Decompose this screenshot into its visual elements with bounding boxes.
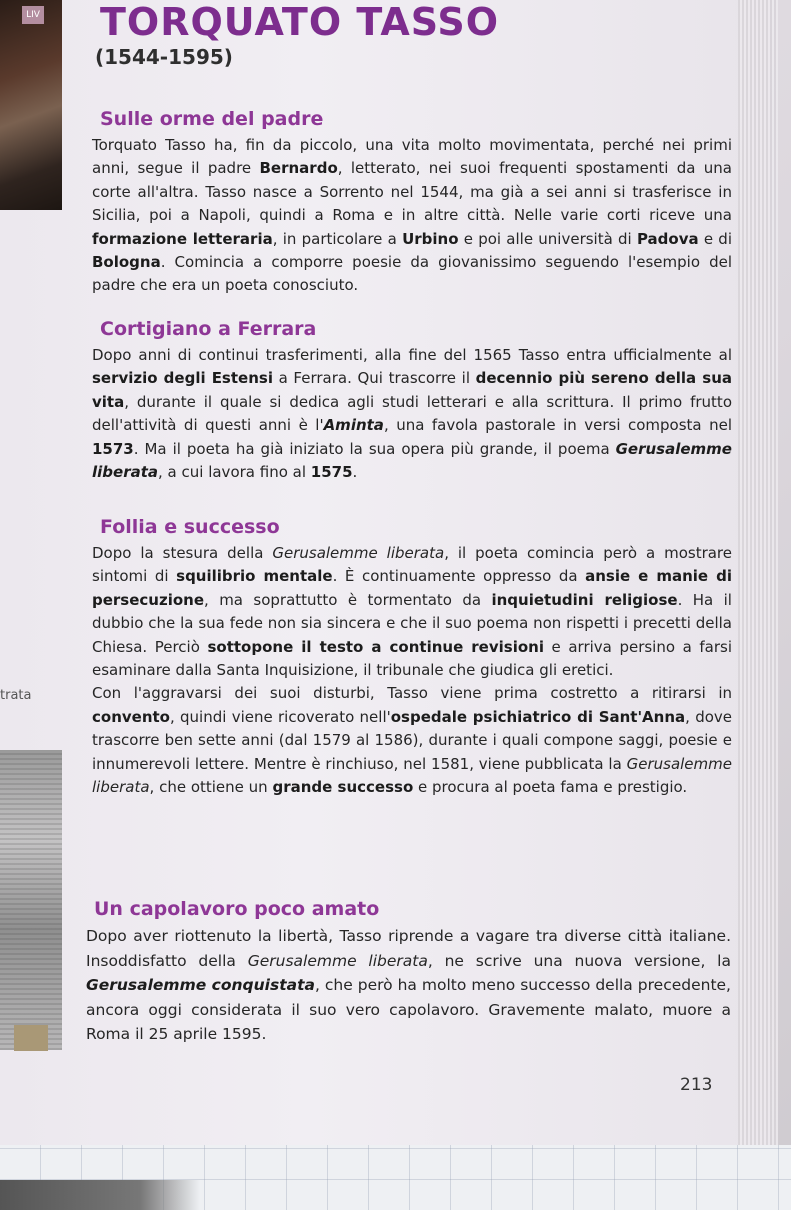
section-heading: Sulle orme del padre: [100, 108, 324, 130]
section-heading: Follia e successo: [100, 516, 280, 538]
emphasis-bold: 1573: [92, 439, 134, 458]
page-number: 213: [680, 1075, 713, 1095]
emphasis-bold: Padova: [636, 229, 699, 248]
work-title-italic: Gerusalemme liberata: [92, 754, 732, 797]
emphasis-bold: sottopone il testo a continue revisioni: [207, 637, 544, 656]
section-heading: Cortigiano a Ferrara: [100, 318, 317, 340]
section-paragraph: Dopo anni di continui trasferimenti, alla fine del 1565 Tasso entra ufficialmente al servizio degli Estensi a Ferrara. Qui trascorre il decennio più sereno della sua vita, durante il quale si dedica agli studi letterari e alla scrittura. Il primo frutto dell'attività di questi anni è l'Aminta, una favola pastorale in versi composta nel 1573. Ma il poeta ha già iniziato la sua opera più grande, il poema Gerusalemme liberata, a cui lavora fino al 1575.: [92, 346, 732, 482]
section-paragraph: Con l'aggravarsi dei suoi disturbi, Tasso viene prima costretto a ritirarsi in convento, quindi viene ricoverato nell'ospedale psichiatrico di Sant'Anna, dove trascorre ben sette anni (dal 1579 al 1586), durante i quali compone saggi, poesie e innumerevoli lettere. Mentre è rinchiuso, nel 1581, viene pubblicata la Gerusalemme liberata, che ottiene un grande successo e procura al poeta fama e prestigio.: [92, 684, 733, 797]
section-paragraph: Dopo aver riottenuto la libertà, Tasso riprende a vagare tra diverse città italiane. Insoddisfatto della Gerusalemme liberata, ne scrive una nuova versione, la Gerusalemme conquistata, che però ha molto meno successo della precedente, ancora oggi considerata il suo vero capolavoro. Gravemente malato, muore a Roma il 25 aprile 1595.: [86, 927, 731, 1043]
side-label: trata: [0, 688, 32, 703]
emphasis-bold: convento: [92, 707, 170, 726]
work-title-italic: Gerusalemme liberata: [272, 544, 445, 562]
emphasis-bold: ansie e manie di persecuzione: [92, 567, 732, 609]
emphasis-bold: 1575: [310, 463, 353, 482]
emphasis-bold: Urbino: [402, 229, 459, 248]
section-paragraph: Torquato Tasso ha, fin da piccolo, una vita molto movimentata, perché nei primi anni, segue il padre Bernardo, letterato, nei suoi frequenti spostamenti da una corte all'altra. Tasso nasce a Sorrento nel 1544, ma già a sei anni si trasferisce in Sicilia, poi a Napoli, quindi a Roma e in altre città. Nelle varie corti riceve una formazione letteraria, in particolare a Urbino e poi alle università di Padova e di Bologna. Comincia a comporre poesie da giovanissimo seguendo l'esempio del padre che era un poeta conosciuto.: [92, 136, 732, 295]
section-heading: Un capolavoro poco amato: [94, 898, 380, 920]
life-dates: (1544-1595): [95, 45, 233, 69]
emphasis-bold: Bernardo: [259, 159, 338, 178]
emphasis-bold: formazione letteraria: [92, 229, 273, 248]
portrait-badge: LIV: [22, 6, 44, 24]
work-title-bold-italic: Gerusalemme conquistata: [86, 976, 315, 994]
emphasis-bold: grande successo: [272, 778, 414, 797]
emphasis-bold: decennio più sereno della sua vita: [92, 369, 732, 411]
emphasis-bold: inquietudini religiose: [491, 590, 678, 609]
work-title-italic: Gerusalemme liberata: [247, 951, 428, 970]
portrait-image: [0, 0, 62, 210]
section-sulle-orme: [92, 108, 732, 298]
emphasis-bold: squilibrio mentale: [176, 567, 333, 586]
page-edges: [738, 0, 778, 1150]
work-title-bold-italic: Gerusalemme liberata: [92, 439, 732, 482]
emphasis-bold: Bologna: [92, 253, 161, 272]
emphasis-bold: ospedale psichiatrico di Sant'Anna: [390, 707, 686, 726]
engraving-inset: [14, 1025, 48, 1051]
section-paragraph: Dopo la stesura della Gerusalemme liberata, il poeta comincia però a mostrare sintomi di squilibrio mentale. È continuamente oppresso da ansie e manie di persecuzione, ma soprattutto è tormentato da inquietudini religiose. Ha il dubbio che la sua fede non sia sincera e che il suo poema non rispetti i precetti della Chiesa. Perciò sottopone il testo a continue revisioni e arriva persino a farsi esaminare dalla Santa Inquisizione, il tribunale che giudica gli eretici.: [92, 544, 732, 680]
work-title-bold-italic: Aminta: [323, 416, 384, 435]
section-capolavoro: [86, 898, 731, 1047]
emphasis-bold: servizio degli Estensi: [92, 369, 273, 388]
engraving-image: [0, 750, 62, 1050]
page-title: TORQUATO TASSO: [100, 0, 500, 44]
section-cortigiano: [92, 318, 732, 484]
section-follia: [92, 516, 732, 799]
dark-corner: [0, 1180, 200, 1210]
